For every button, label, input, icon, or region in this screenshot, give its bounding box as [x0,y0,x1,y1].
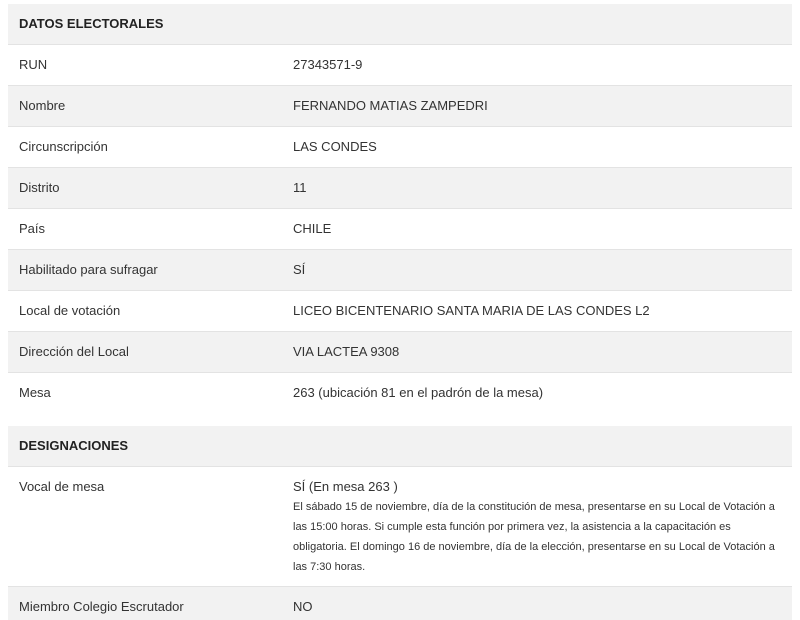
table-row [8,45,792,86]
row-value-mesa: 263 (ubicación 81 en el padrón de la mesa) [282,373,792,414]
row-label-distrito: Distrito [8,168,282,209]
row-value-habilitado: SÍ [282,250,792,291]
electoral-data-header [8,4,792,45]
table-row [8,332,792,373]
table-row [8,209,792,250]
vocal-status: SÍ (En mesa 263 ) [293,479,398,494]
row-label-pais: País [8,209,282,250]
row-value-local: LICEO BICENTENARIO SANTA MARIA DE LAS CONDES L2 [282,291,792,332]
row-value-direccion: VIA LACTEA 9308 [282,332,792,373]
table-row [8,587,792,620]
row-value-vocal [282,467,792,587]
table-row [8,291,792,332]
row-label-local: Local de votación [8,291,282,332]
table-row [8,127,792,168]
row-value-run: 27343571-9 [282,45,792,86]
row-label-colegio: Miembro Colegio Escrutador [8,587,282,620]
table-row [8,373,792,414]
row-value-circunscripcion: LAS CONDES [282,127,792,168]
row-label-mesa: Mesa [8,373,282,414]
vocal-instructions: El sábado 15 de noviembre, día de la constitución de mesa, presentarse en su Local de Votación a las 15:00 horas. Si cumple esta función por primera vez, la asistencia a la capacitación es obligatoria. El domingo 16 de noviembre, día de la elección, presentarse en su Local de Votación a las 7:30 horas. [293,501,775,573]
row-label-habilitado: Habilitado para sufragar [8,250,282,291]
row-label-direccion: Dirección del Local [8,332,282,373]
row-value-colegio: NO [282,587,792,620]
row-value-nombre: FERNANDO MATIAS ZAMPEDRI [282,86,792,127]
electoral-data-title: DATOS ELECTORALES [8,4,792,45]
section-gap [8,413,792,426]
row-value-distrito: 11 [282,168,792,209]
table-row [8,86,792,127]
row-label-nombre: Nombre [8,86,282,127]
designations-header [8,426,792,467]
table-row [8,168,792,209]
electoral-data-table [8,4,792,413]
row-label-circunscripcion: Circunscripción [8,127,282,168]
row-label-vocal: Vocal de mesa [8,467,282,587]
row-value-pais: CHILE [282,209,792,250]
table-row [8,250,792,291]
designations-table [8,426,792,620]
designations-title: DESIGNACIONES [8,426,792,467]
row-label-run: RUN [8,45,282,86]
table-row [8,467,792,587]
